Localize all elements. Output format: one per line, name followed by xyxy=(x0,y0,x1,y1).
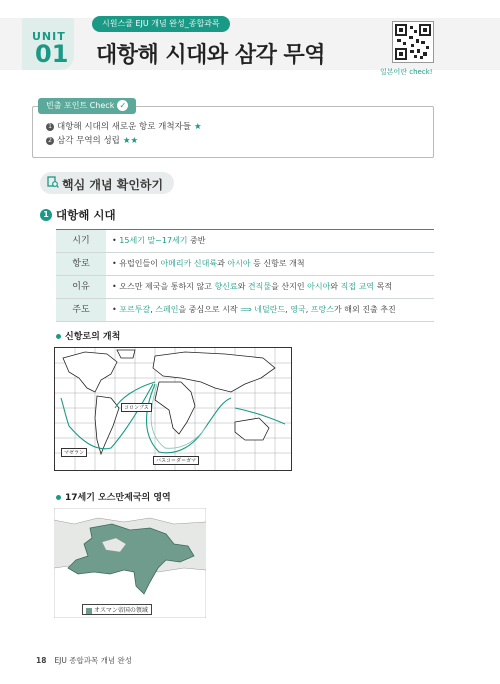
text-fragment: , xyxy=(285,305,291,314)
highlight-term: 견직물 xyxy=(247,282,272,291)
check-item xyxy=(46,134,138,146)
unit-label: UNIT xyxy=(32,30,66,43)
greenland xyxy=(117,350,135,358)
subsection-title: 대항해 시대 xyxy=(56,208,116,222)
table-row xyxy=(56,253,434,276)
subsection-number: 1 xyxy=(40,209,52,221)
new-routes-map xyxy=(54,347,292,471)
row-header: 시기 xyxy=(56,230,106,252)
columbus-label: コロンブス xyxy=(121,403,152,412)
concept-table xyxy=(56,229,434,322)
table-row xyxy=(56,299,434,322)
section-title: 핵심 개념 확인하기 xyxy=(62,178,164,192)
page-footer xyxy=(36,655,132,666)
map2-caption-text: 17세기 오스만제국의 영역 xyxy=(65,493,171,503)
legend-text: オスマン帝国の領域 xyxy=(94,607,148,614)
item-number: 1 xyxy=(46,123,54,131)
map2-caption xyxy=(56,490,171,503)
text-fragment: • 유럽인들이 xyxy=(112,259,161,268)
text-fragment: • 오스만 제국을 통하지 않고 xyxy=(112,282,215,291)
item-text: 삼각 무역의 성립 xyxy=(57,136,120,146)
text-fragment: 중반 xyxy=(187,236,206,245)
map2-legend xyxy=(82,604,152,615)
highlight-term: 스페인 xyxy=(155,305,179,314)
gama-label: バスコ＝ダ＝ガマ xyxy=(153,456,199,465)
bullet-dot xyxy=(56,334,61,339)
map1-caption-text: 신항로의 개척 xyxy=(65,332,121,342)
highlight-term: 15세기 말~17세기 xyxy=(119,236,188,245)
highlight-term: 향신료 xyxy=(214,282,238,291)
bullet-dot xyxy=(56,495,61,500)
table-row xyxy=(56,276,434,299)
text-fragment: 목적 xyxy=(374,282,393,291)
row-content xyxy=(112,299,434,321)
magnifier-document-icon xyxy=(47,176,59,188)
qr-code-icon[interactable] xyxy=(392,21,434,63)
text-fragment: 을 산지인 xyxy=(271,282,308,291)
row-header: 항로 xyxy=(56,253,106,275)
highlight-term: 포르투갈 xyxy=(119,305,151,314)
check-icon: ✓ xyxy=(117,100,128,111)
legend-swatch xyxy=(86,608,92,614)
text-fragment: , xyxy=(305,305,311,314)
text-fragment: 와 xyxy=(330,282,341,291)
page-title: 대항해 시대와 삼각 무역 xyxy=(96,43,325,68)
highlight-term: 영국 xyxy=(290,305,306,314)
australia xyxy=(235,418,269,440)
row-header: 주도 xyxy=(56,299,106,321)
ottoman-territory-map xyxy=(54,508,206,618)
check-point-heading-text: 빈출 포인트 Check xyxy=(46,101,115,110)
magellan-label: マゼラン xyxy=(61,448,87,457)
highlight-term: 직접 교역 xyxy=(340,282,375,291)
check-point-heading xyxy=(38,98,136,114)
ottoman-map xyxy=(54,508,206,618)
text-fragment: • xyxy=(112,305,120,314)
star-icon: ★ xyxy=(193,122,202,132)
qr-note: 일본어란 check! xyxy=(380,68,433,76)
highlight-term: 네덜란드 xyxy=(254,305,286,314)
item-number: 2 xyxy=(46,137,54,145)
row-content xyxy=(112,276,434,298)
arrow-icon: ⟹ xyxy=(240,305,252,314)
highlight-term: 아시아 xyxy=(227,259,251,268)
south-america xyxy=(95,396,119,454)
world-map xyxy=(55,348,291,470)
row-content xyxy=(112,230,434,252)
text-fragment: , xyxy=(150,305,156,314)
highlight-term: 프랑스 xyxy=(310,305,334,314)
unit-number: 01 xyxy=(35,40,69,68)
check-item xyxy=(46,120,202,132)
star-icon: ★★ xyxy=(122,136,139,146)
page-number: 18 xyxy=(36,656,47,665)
text-fragment: 가 해외 진출 추진 xyxy=(333,305,396,314)
text-fragment: 와 xyxy=(237,282,248,291)
map1-caption xyxy=(56,329,120,342)
text-fragment: 등 신항로 개척 xyxy=(250,259,305,268)
highlight-term: 아메리카 신대륙 xyxy=(160,259,218,268)
text-fragment: • xyxy=(112,236,120,245)
series-badge: 시원스쿨 EJU 개념 완성_종합과목 xyxy=(92,16,230,32)
highlight-term: 아시아 xyxy=(307,282,331,291)
text-fragment: 과 xyxy=(217,259,228,268)
item-text: 대항해 시대의 새로운 항로 개척자들 xyxy=(57,122,191,132)
north-america xyxy=(63,352,117,392)
text-fragment: 을 중심으로 시작 xyxy=(178,305,241,314)
book-title: EJU 종합과목 개념 완성 xyxy=(54,656,132,665)
table-row xyxy=(56,229,434,253)
row-content xyxy=(112,253,434,275)
row-header: 이유 xyxy=(56,276,106,298)
